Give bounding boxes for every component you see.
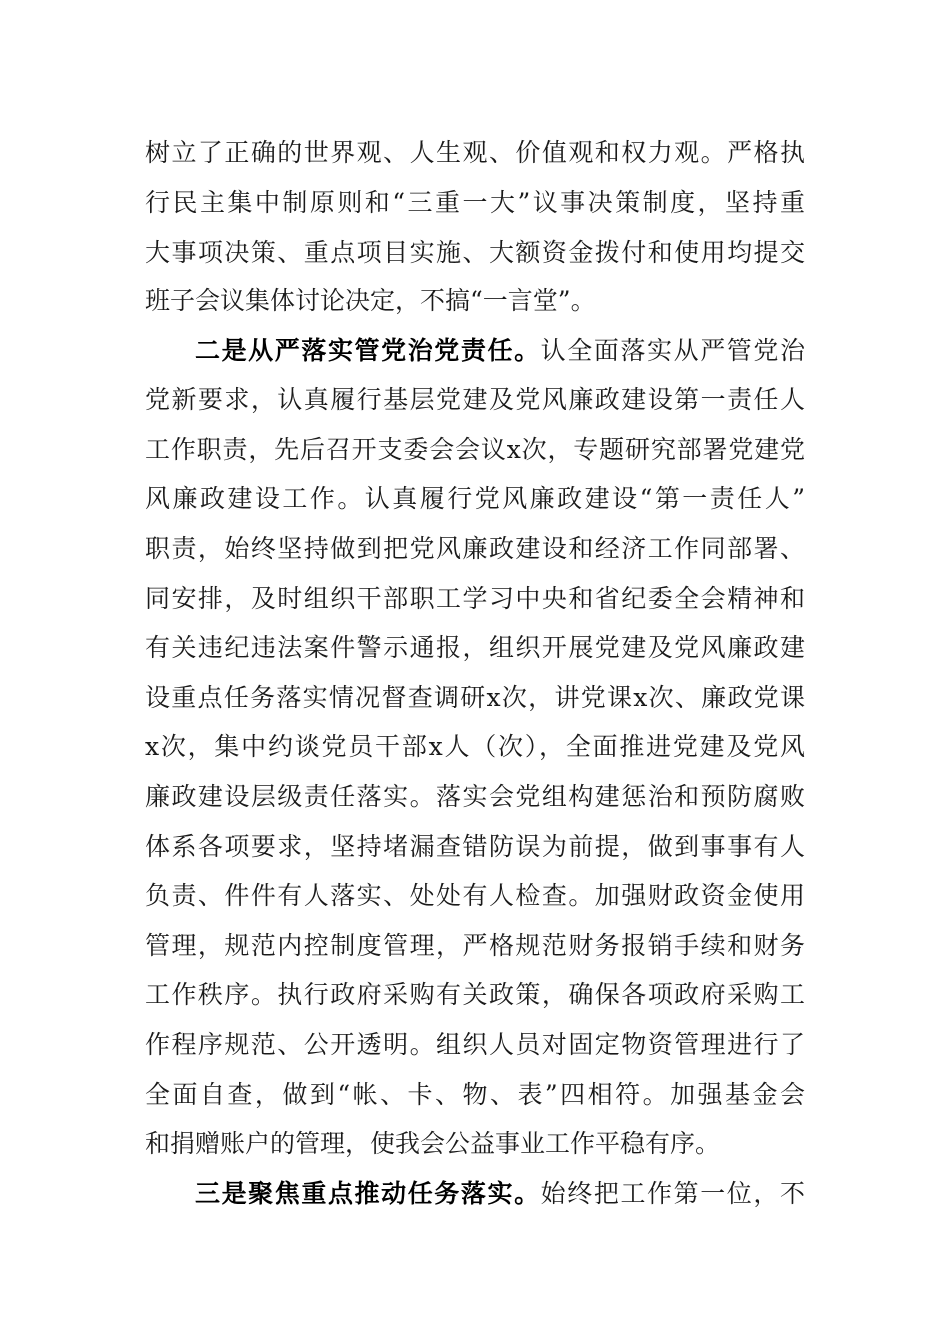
paragraph-2-first-line bbox=[195, 326, 805, 376]
paragraph-2-line: 廉政建设层级责任落实。落实会党组构建惩治和预防腐败 bbox=[145, 782, 805, 811]
paragraph-2-line: 全面自查，做到“帐、卡、物、表”四相符。加强基金会 bbox=[145, 1080, 805, 1109]
paragraph-2-line: 体系各项要求，坚持堵漏查错防误为前提，做到事事有人 bbox=[145, 832, 805, 861]
paragraph-2-line: x次，集中约谈党员干部x人（次），全面推进党建及党风 bbox=[145, 732, 805, 761]
paragraph-1-line-2: 行民主集中制原则和“三重一大”议事决策制度，坚持重 bbox=[145, 188, 805, 217]
paragraph-2-line: 风廉政建设工作。认真履行党风廉政建设“第一责任人” bbox=[145, 484, 805, 513]
paragraph-2-line: 工作职责，先后召开支委会会议x次，专题研究部署党建党 bbox=[145, 435, 805, 464]
paragraph-2-line: 职责，始终坚持做到把党风廉政建设和经济工作同部署、 bbox=[145, 534, 805, 563]
paragraph-2-first-line-text: 认全面落实从严管党治 bbox=[540, 336, 805, 365]
paragraph-2-line: 同安排，及时组织干部职工学习中央和省纪委全会精神和 bbox=[145, 584, 805, 613]
paragraph-2-line: 管理，规范内控制度管理，严格规范财务报销手续和财务 bbox=[145, 931, 805, 960]
paragraph-2-line: 作程序规范、公开透明。组织人员对固定物资管理进行了 bbox=[145, 1030, 805, 1059]
paragraph-2-line: 设重点任务落实情况督查调研x次，讲党课x次、廉政党课 bbox=[145, 683, 805, 712]
paragraph-1-line-3: 大事项决策、重点项目实施、大额资金拨付和使用均提交 bbox=[145, 238, 805, 267]
paragraph-1-line-1: 树立了正确的世界观、人生观、价值观和权力观。严格执 bbox=[145, 138, 805, 167]
paragraph-2-line: 工作秩序。执行政府采购有关政策，确保各项政府采购工 bbox=[145, 980, 805, 1009]
paragraph-2-line: 负责、件件有人落实、处处有人检查。加强财政资金使用 bbox=[145, 881, 805, 910]
paragraph-2-line: 党新要求，认真履行基层党建及党风廉政建设第一责任人 bbox=[145, 385, 805, 414]
paragraph-3-first-line-text: 始终把工作第一位，不 bbox=[540, 1179, 805, 1208]
paragraph-2-line: 和捐赠账户的管理，使我会公益事业工作平稳有序。 bbox=[145, 1129, 721, 1158]
paragraph-2-heading: 二是从严落实管党治党责任。 bbox=[195, 336, 541, 365]
paragraph-1-line-4: 班子会议集体讨论决定，不搞“一言堂”。 bbox=[145, 286, 596, 315]
paragraph-2-line: 有关违纪违法案件警示通报，组织开展党建及党风廉政建 bbox=[145, 633, 805, 662]
paragraph-3-first-line bbox=[195, 1169, 805, 1219]
paragraph-3-heading: 三是聚焦重点推动任务落实。 bbox=[195, 1179, 541, 1208]
